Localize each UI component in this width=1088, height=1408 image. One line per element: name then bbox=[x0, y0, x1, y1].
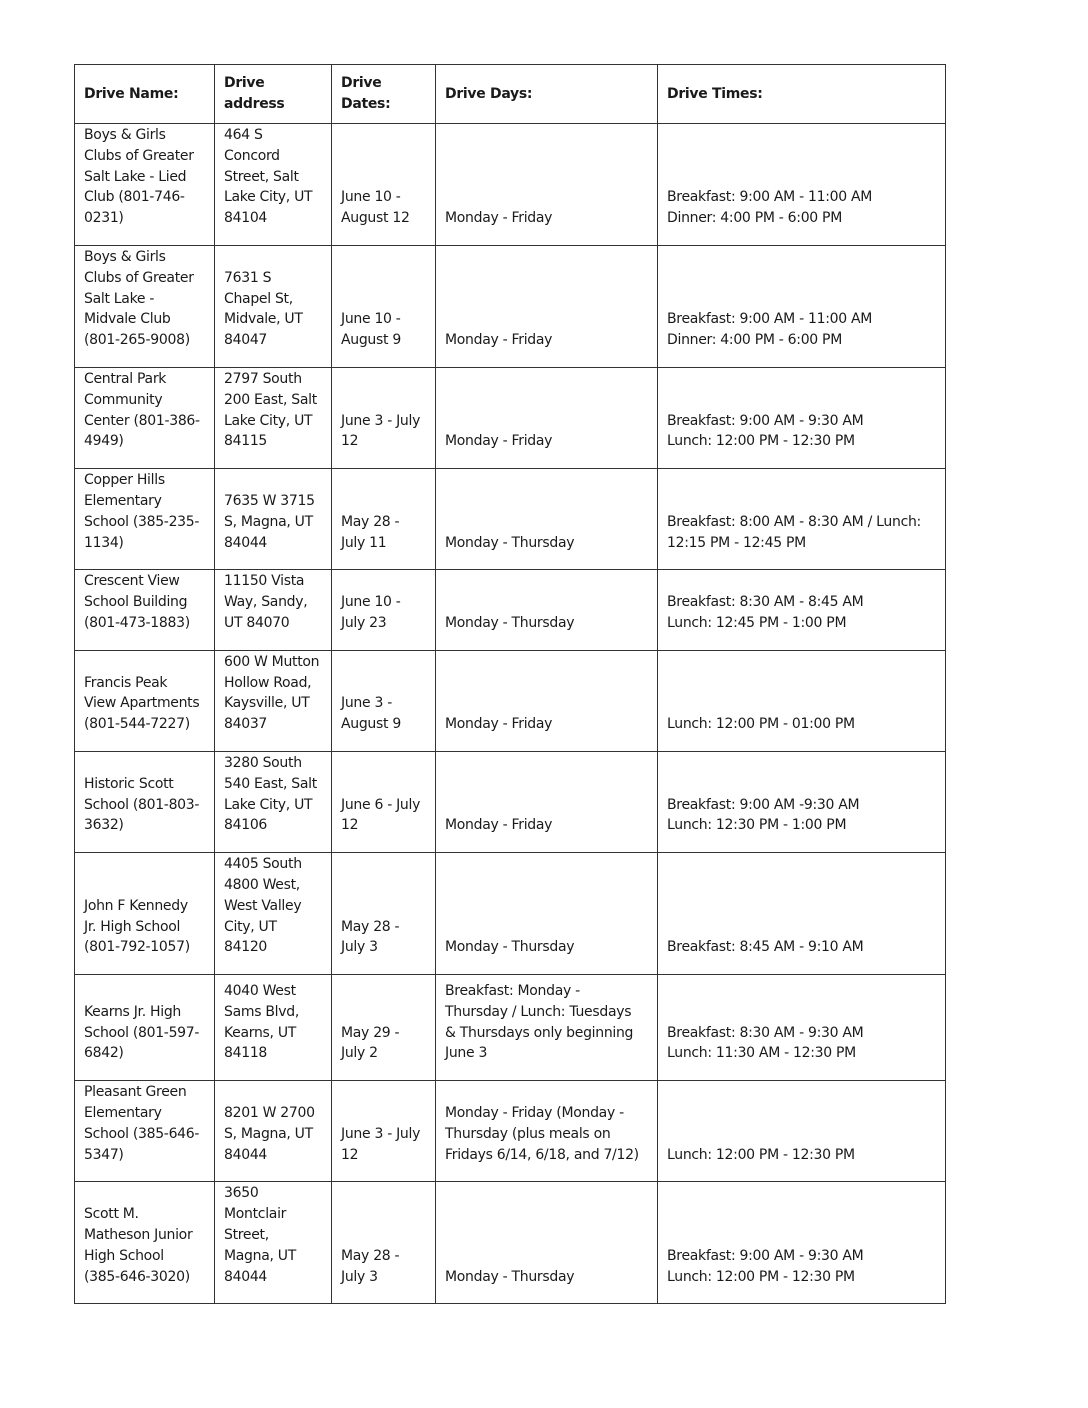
drive-dates-cell bbox=[332, 124, 436, 246]
drive-dates-cell bbox=[332, 650, 436, 751]
drive-times-cell-text: Breakfast: 8:30 AM - 9:30 AM Lunch: 11:30 AM - 12:30 PM bbox=[667, 1024, 864, 1062]
drive-address-cell-text: 4040 West Sams Blvd, Kearns, UT 84118 bbox=[224, 982, 299, 1062]
drive-name-cell-text: Boys & Girls Clubs of Greater Salt Lake - Midvale Club (801-265-9008) bbox=[84, 249, 194, 349]
drive-times-cell bbox=[658, 570, 946, 650]
drive-days-cell bbox=[436, 246, 658, 368]
drive-dates-cell bbox=[332, 368, 436, 469]
drive-name-cell-text: Kearns Jr. High School (801-597- 6842) bbox=[84, 1003, 200, 1062]
drive-address-cell-text: 4405 South 4800 West, West Valley City, UT 84120 bbox=[224, 856, 302, 956]
drive-times-cell bbox=[658, 368, 946, 469]
drive-dates-cell-text: June 10 - July 23 bbox=[341, 594, 401, 631]
drive-name-cell bbox=[75, 570, 215, 650]
drive-days-cell-text: Monday - Friday bbox=[445, 817, 553, 834]
drive-times-cell-text: Breakfast: 8:30 AM - 8:45 AM Lunch: 12:45 PM - 1:00 PM bbox=[667, 594, 864, 631]
drive-address-cell bbox=[215, 570, 332, 650]
drive-dates-cell bbox=[332, 469, 436, 570]
drive-times-cell-text: Lunch: 12:00 PM - 01:00 PM bbox=[667, 716, 855, 733]
drive-name-cell bbox=[75, 650, 215, 751]
drive-dates-cell bbox=[332, 1182, 436, 1304]
drive-days-cell-text: Monday - Friday bbox=[445, 716, 553, 733]
drive-name-cell-text: Historic Scott School (801-803- 3632) bbox=[84, 775, 200, 834]
drive-times-cell-text: Lunch: 12:00 PM - 12:30 PM bbox=[667, 1146, 855, 1163]
drive-address-cell bbox=[215, 246, 332, 368]
drive-days-cell bbox=[436, 1081, 658, 1182]
drive-days-cell bbox=[436, 469, 658, 570]
drive-name-cell bbox=[75, 1081, 215, 1182]
drive-name-cell bbox=[75, 246, 215, 368]
drive-address-cell-text: 600 W Mutton Hollow Road, Kaysville, UT 84037 bbox=[224, 653, 320, 733]
drive-dates-cell bbox=[332, 1081, 436, 1182]
drive-days-cell bbox=[436, 650, 658, 751]
drive-dates-cell bbox=[332, 975, 436, 1081]
drive-dates-cell bbox=[332, 570, 436, 650]
drive-days-cell bbox=[436, 124, 658, 246]
drive-name-cell-text: Crescent View School Building (801-473-1883) bbox=[84, 573, 190, 631]
drive-times-cell-text: Breakfast: 8:00 AM - 8:30 AM / Lunch: 12:15 PM - 12:45 PM bbox=[667, 513, 921, 551]
drive-dates-cell bbox=[332, 751, 436, 852]
drive-address-cell bbox=[215, 368, 332, 469]
table-row bbox=[75, 1182, 946, 1304]
drive-times-cell bbox=[658, 751, 946, 852]
drive-name-cell-text: Boys & Girls Clubs of Greater Salt Lake - Lied Club (801-746- 0231) bbox=[84, 127, 194, 227]
drive-address-cell-text: 11150 Vista Way, Sandy, UT 84070 bbox=[224, 573, 308, 631]
drive-days-cell-text: Monday - Thursday bbox=[445, 939, 575, 956]
table-row bbox=[75, 246, 946, 368]
drive-days-cell-text: Monday - Friday (Monday - Thursday (plus meals on Fridays 6/14, 6/18, and 7/12) bbox=[445, 1104, 639, 1163]
drive-dates-cell-text: May 28 - July 3 bbox=[341, 1247, 400, 1285]
drive-days-cell bbox=[436, 368, 658, 469]
drive-address-cell-text: 7631 S Chapel St, Midvale, UT 84047 bbox=[224, 269, 303, 349]
drive-times-cell bbox=[658, 1081, 946, 1182]
drive-name-cell-text: Central Park Community Center (801-386- 4949) bbox=[84, 371, 200, 450]
drive-dates-cell-text: June 3 - August 9 bbox=[341, 695, 401, 733]
header-drive-days: Drive Days: bbox=[436, 65, 658, 124]
drive-times-cell bbox=[658, 124, 946, 246]
drive-name-cell-text: Francis Peak View Apartments (801-544-7227) bbox=[84, 674, 200, 733]
drive-dates-cell-text: June 3 - July 12 bbox=[341, 1125, 421, 1163]
drive-days-cell bbox=[436, 1182, 658, 1304]
drive-dates-cell-text: May 28 - July 11 bbox=[341, 513, 400, 551]
drive-days-cell-text: Breakfast: Monday - Thursday / Lunch: Tuesdays & Thursdays only beginning June 3 bbox=[445, 982, 634, 1062]
drive-name-cell bbox=[75, 1182, 215, 1304]
drive-days-cell-text: Monday - Friday bbox=[445, 210, 553, 227]
drive-name-cell bbox=[75, 751, 215, 852]
drive-dates-cell-text: May 28 - July 3 bbox=[341, 918, 400, 956]
drive-days-cell-text: Monday - Thursday bbox=[445, 614, 575, 631]
drive-name-cell-text: Pleasant Green Elementary School (385-646- 5347) bbox=[84, 1084, 200, 1163]
drive-times-cell bbox=[658, 853, 946, 975]
drive-name-cell-text: John F Kennedy Jr. High School (801-792-1057) bbox=[84, 897, 190, 956]
drive-dates-cell bbox=[332, 853, 436, 975]
drive-times-cell bbox=[658, 650, 946, 751]
drive-dates-cell-text: June 10 - August 12 bbox=[341, 189, 410, 227]
header-drive-name: Drive Name: bbox=[75, 65, 215, 124]
drive-days-cell bbox=[436, 975, 658, 1081]
drive-days-cell-text: Monday - Friday bbox=[445, 332, 553, 349]
drive-name-cell bbox=[75, 853, 215, 975]
table-row bbox=[75, 1081, 946, 1182]
drive-dates-cell-text: June 6 - July 12 bbox=[341, 796, 421, 834]
header-drive-dates: Drive Dates: bbox=[332, 65, 436, 124]
drive-name-cell bbox=[75, 368, 215, 469]
drive-name-cell-text: Copper Hills Elementary School (385-235- 1134) bbox=[84, 472, 200, 551]
drive-dates-cell bbox=[332, 246, 436, 368]
drive-address-cell bbox=[215, 650, 332, 751]
drive-table bbox=[74, 64, 946, 1304]
header-drive-address: Drive address bbox=[215, 65, 332, 124]
drive-name-cell-text: Scott M. Matheson Junior High School (385-646-3020) bbox=[84, 1206, 193, 1285]
drive-days-cell bbox=[436, 570, 658, 650]
table-row bbox=[75, 469, 946, 570]
drive-address-cell bbox=[215, 1182, 332, 1304]
drive-dates-cell-text: June 10 - August 9 bbox=[341, 311, 401, 349]
header-row bbox=[75, 65, 946, 124]
drive-times-cell-text: Breakfast: 9:00 AM - 11:00 AM Dinner: 4:00 PM - 6:00 PM bbox=[667, 311, 873, 349]
drive-address-cell bbox=[215, 751, 332, 852]
drive-address-cell bbox=[215, 469, 332, 570]
table-row bbox=[75, 853, 946, 975]
drive-days-cell-text: Monday - Thursday bbox=[445, 534, 575, 551]
drive-name-cell bbox=[75, 975, 215, 1081]
table-row bbox=[75, 570, 946, 650]
drive-address-cell-text: 2797 South 200 East, Salt Lake City, UT 84115 bbox=[224, 371, 317, 450]
drive-days-cell-text: Monday - Friday bbox=[445, 433, 553, 450]
table-row bbox=[75, 751, 946, 852]
drive-address-cell-text: 8201 W 2700 S, Magna, UT 84044 bbox=[224, 1104, 315, 1163]
drive-times-cell-text: Breakfast: 9:00 AM - 11:00 AM Dinner: 4:00 PM - 6:00 PM bbox=[667, 189, 873, 227]
drive-times-cell-text: Breakfast: 9:00 AM - 9:30 AM Lunch: 12:00 PM - 12:30 PM bbox=[667, 1247, 864, 1285]
drive-days-cell bbox=[436, 751, 658, 852]
table-row bbox=[75, 650, 946, 751]
drive-days-cell-text: Monday - Thursday bbox=[445, 1268, 575, 1285]
drive-address-cell bbox=[215, 124, 332, 246]
drive-name-cell bbox=[75, 124, 215, 246]
drive-address-cell-text: 3280 South 540 East, Salt Lake City, UT 84106 bbox=[224, 754, 317, 834]
drive-name-cell bbox=[75, 469, 215, 570]
table-row bbox=[75, 124, 946, 246]
drive-times-cell-text: Breakfast: 8:45 AM - 9:10 AM bbox=[667, 939, 864, 956]
drive-address-cell-text: 3650 Montclair Street, Magna, UT 84044 bbox=[224, 1185, 296, 1285]
drive-address-cell bbox=[215, 1081, 332, 1182]
drive-days-cell bbox=[436, 853, 658, 975]
drive-times-cell-text: Breakfast: 9:00 AM -9:30 AM Lunch: 12:30 PM - 1:00 PM bbox=[667, 796, 860, 834]
drive-times-cell bbox=[658, 246, 946, 368]
table-row bbox=[75, 368, 946, 469]
drive-times-cell bbox=[658, 469, 946, 570]
drive-address-cell-text: 7635 W 3715 S, Magna, UT 84044 bbox=[224, 492, 315, 551]
drive-dates-cell-text: June 3 - July 12 bbox=[341, 412, 421, 450]
drive-times-cell bbox=[658, 975, 946, 1081]
drive-dates-cell-text: May 29 - July 2 bbox=[341, 1024, 400, 1062]
drive-address-cell bbox=[215, 853, 332, 975]
header-drive-times: Drive Times: bbox=[658, 65, 946, 124]
table-row bbox=[75, 975, 946, 1081]
drive-address-cell bbox=[215, 975, 332, 1081]
drive-address-cell-text: 464 S Concord Street, Salt Lake City, UT 84104 bbox=[224, 127, 313, 227]
drive-times-cell bbox=[658, 1182, 946, 1304]
drive-times-cell-text: Breakfast: 9:00 AM - 9:30 AM Lunch: 12:00 PM - 12:30 PM bbox=[667, 412, 864, 450]
